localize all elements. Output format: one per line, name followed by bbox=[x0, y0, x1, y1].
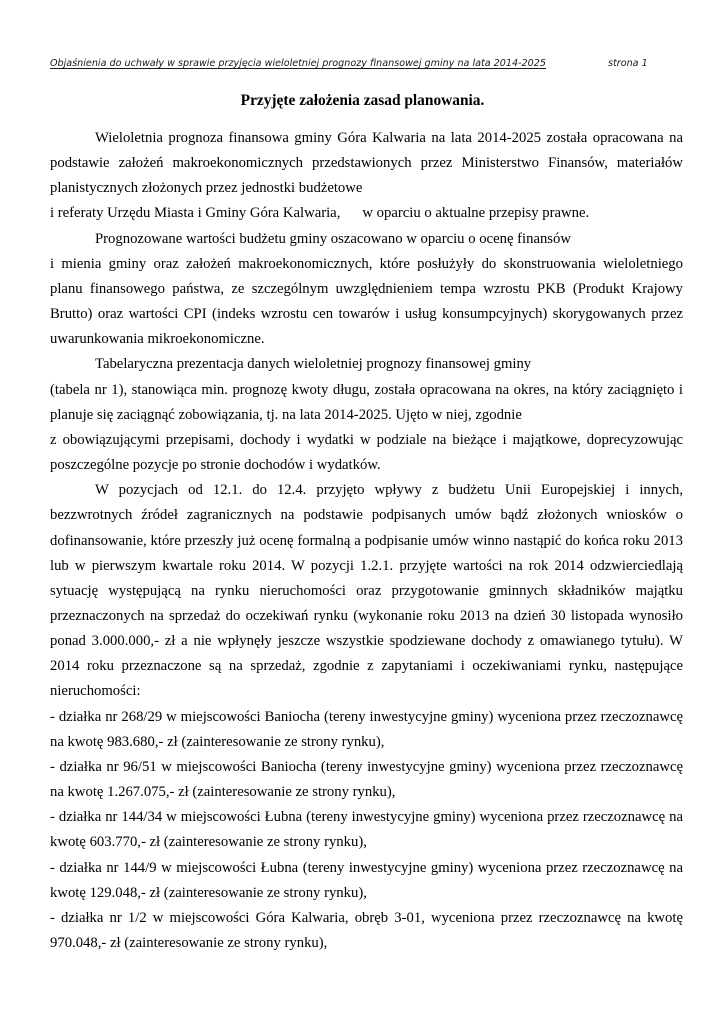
paragraph: W pozycjach od 12.1. do 12.4. przyjęto wpływy z budżetu Unii Europejskiej i innych, bezzwrotnych źródeł zagranicznych na podstawie podpisanych umów bądź złożonych wniosków o dofinansowanie, które przeszły już ocenę formalną a podpisanie umów winno nastąpić do końca roku 2013 lub w pierwszym kwartale roku 2014. W pozycji 1.2.1. przyjęte wartości na rok 2014 odzwierciedlają sytuację występującą na rynku nieruchomości oraz przygotowanie gminnych składników majątku przeznaczonych na sprzedaż do oczekiwań rynku (wykonanie roku 2013 na dzień 30 listopada wynosiło ponad 3.000.000,- zł a nie wpłynęły jeszcze wszystkie spodziewane dochody z omawianego tytułu). W 2014 roku przeznaczone są na sprzedaż, zgodnie z zapytaniami i oczekiwaniami rynku, następujące nieruchomości: bbox=[50, 482, 683, 700]
page-header bbox=[50, 58, 656, 69]
list-item: - działka nr 96/51 w miejscowości Baniocha (tereny inwestycyjne gminy) wyceniona przez rzeczoznawcę na kwotę 1.267.075,- zł (zainteresowanie ze strony rynku), bbox=[50, 758, 683, 801]
paragraph: i referaty Urzędu Miasta i Gminy Góra Kalwaria, w oparciu o aktualne przepisy prawne. bbox=[50, 205, 590, 222]
list-item: - działka nr 144/9 w miejscowości Łubna (tereny inwestycyjne gminy) wyceniona przez rzeczoznawcę na kwotę 129.048,- zł (zainteresowanie ze strony rynku), bbox=[50, 859, 683, 901]
paragraph: i mienia gminy oraz założeń makroekonomicznych, które posłużyły do skonstruowania wieloletniego planu finansowego państwa, ze szczególnym uwzględnieniem tempa wzrostu PKB (Produkt Krajowy Brutto) oraz wartości CPI (indeks wzrostu cen towarów i usług konsumpcyjnych) skorygowanych przez uwarunkowania mikroekonomiczne. bbox=[50, 255, 683, 348]
document-body bbox=[50, 126, 683, 956]
page-title: Przyjęte założenia zasad planowania. bbox=[240, 92, 485, 109]
paragraph: (tabela nr 1), stanowiąca min. prognozę kwoty długu, została opracowana na okres, na który zaciągnięto i planuje się zaciągnąć zobowiązania, tj. na lata 2014-2025. Ujęto w niej, zgodnie bbox=[50, 381, 683, 423]
list-item: - działka nr 144/34 w miejscowości Łubna (tereny inwestycyjne gminy) wyceniona przez rzeczoznawcę na kwotę 603.770,- zł (zainteresowanie ze strony rynku), bbox=[50, 809, 683, 851]
header-text: Objaśnienia do uchwały w sprawie przyjęcia wieloletniej prognozy finansowej gminy na lata 2014-2025 bbox=[50, 58, 546, 69]
paragraph: Wieloletnia prognoza finansowa gminy Góra Kalwaria na lata 2014-2025 została opracowana na podstawie założeń makroekonomicznych przedstawionych przez Ministerstwo Finansów, materiałów planistycznych złożonych przez jednostki budżetowe bbox=[50, 130, 683, 197]
list-item: - działka nr 1/2 w miejscowości Góra Kalwaria, obręb 3-01, wyceniona przez rzeczoznawcę na kwotę 970.048,- zł (zainteresowanie ze strony rynku), bbox=[50, 909, 683, 951]
page-number: strona 1 bbox=[608, 58, 648, 69]
paragraph: z obowiązującymi przepisami, dochody i wydatki w podziale na bieżące i majątkowe, doprecyzowując poszczególne pozycje po stronie dochodów i wydatków. bbox=[50, 431, 683, 474]
list-item: - działka nr 268/29 w miejscowości Baniocha (tereny inwestycyjne gminy) wyceniona przez rzeczoznawcę na kwotę 983.680,- zł (zainteresowanie ze strony rynku), bbox=[50, 708, 683, 750]
paragraph: Tabelaryczna prezentacja danych wieloletniej prognozy finansowej gminy bbox=[95, 356, 532, 373]
paragraph: Prognozowane wartości budżetu gminy oszacowano w oparciu o ocenę finansów bbox=[95, 230, 571, 247]
